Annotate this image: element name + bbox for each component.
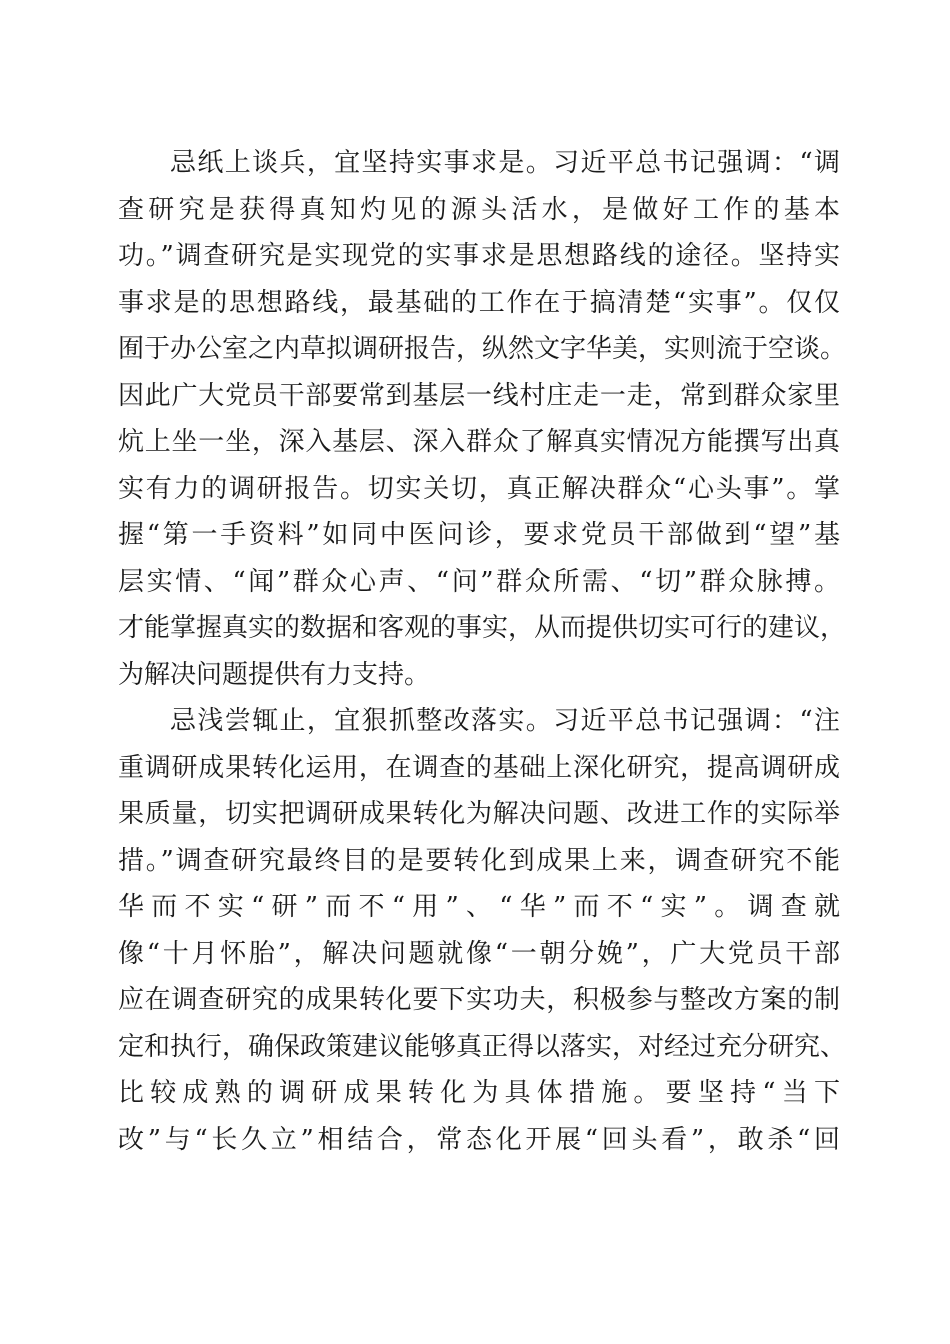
text-line: 层实情、“闻”群众心声、“问”群众所需、“切”群众脉搏。	[118, 566, 840, 597]
text-line: 握“第一手资料”如同中医问诊，要求党员干部做到“望”基	[118, 520, 840, 550]
text-line: 华而不实“研”而不“用”、“华”而不“实”。调查就	[118, 892, 840, 922]
paragraph-1	[118, 140, 847, 698]
text-line: 比较成熟的调研成果转化为具体措施。要坚持“当下	[118, 1078, 840, 1108]
text-line: 才能掌握真实的数据和客观的事实，从而提供切实可行的建议，	[118, 613, 847, 643]
text-line: 重调研成果转化运用，在调查的基础上深化研究，提高调研成	[118, 752, 840, 783]
text-line: 查研究是获得真知灼见的源头活水，是做好工作的基本	[118, 194, 840, 225]
text-line: 为解决问题提供有力支持。	[118, 659, 431, 690]
text-line: 定和执行，确保政策建议能够真正得以落实，对经过充分研究、	[118, 1031, 847, 1062]
text-line: 措。”调查研究最终目的是要转化到成果上来，调查研究不能	[118, 845, 840, 876]
text-line: 功。”调查研究是实现党的实事求是思想路线的途径。坚持实	[118, 241, 840, 271]
text-line: 改”与“长久立”相结合，常态化开展“回头看”，敢杀“回	[118, 1124, 840, 1155]
text-line: 忌纸上谈兵，宜坚持实事求是。习近平总书记强调：“调	[170, 148, 840, 178]
paragraph-2	[118, 698, 847, 1163]
text-line: 事求是的思想路线，最基础的工作在于搞清楚“实事”。仅仅	[118, 287, 840, 318]
document-body	[118, 140, 847, 1163]
text-line: 像“十月怀胎”，解决问题就像“一朝分娩”，广大党员干部	[118, 938, 840, 969]
text-line: 忌浅尝辄止，宜狠抓整改落实。习近平总书记强调：“注	[170, 706, 840, 736]
text-line: 囿于办公室之内草拟调研报告，纵然文字华美，实则流于空谈。	[118, 334, 847, 364]
text-line: 因此广大党员干部要常到基层一线村庄走一走，常到群众家里	[118, 380, 840, 411]
text-line: 炕上坐一坐，深入基层、深入群众了解真实情况方能撰写出真	[118, 427, 840, 457]
text-line: 实有力的调研报告。切实关切，真正解决群众“心头事”。掌	[118, 473, 840, 504]
text-line: 果质量，切实把调研成果转化为解决问题、改进工作的实际举	[118, 799, 840, 829]
text-line: 应在调查研究的成果转化要下实功夫，积极参与整改方案的制	[118, 985, 840, 1015]
